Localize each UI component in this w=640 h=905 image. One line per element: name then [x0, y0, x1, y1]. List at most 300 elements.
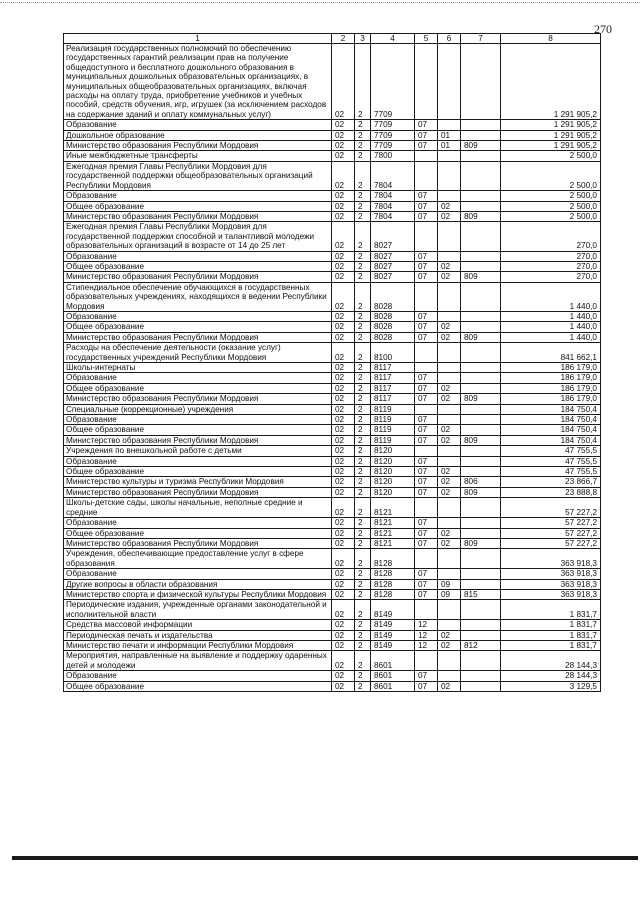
cell-item-name: Министерство образования Республики Мордовия — [64, 394, 332, 404]
table-row — [64, 211, 601, 221]
cell-agency-code: 809 — [461, 394, 501, 404]
cell-amount: 184 750,4 — [501, 404, 601, 414]
cell-section-code — [415, 282, 438, 311]
cell-subsection-code: 02 — [438, 394, 461, 404]
table-row — [64, 446, 601, 456]
cell-subsection-code — [438, 620, 461, 630]
cell-code-sub: 2 — [355, 383, 371, 393]
cell-code-gr: 02 — [332, 151, 355, 161]
table-header-row — [64, 34, 601, 44]
cell-code-gr: 02 — [332, 332, 355, 342]
cell-target-code: 8117 — [371, 383, 415, 393]
cell-target-code: 7709 — [371, 141, 415, 151]
table-row — [64, 332, 601, 342]
cell-target-code: 7709 — [371, 130, 415, 140]
cell-item-name: Другие вопросы в области образования — [64, 579, 332, 589]
cell-amount: 270,0 — [501, 272, 601, 282]
cell-agency-code — [461, 404, 501, 414]
cell-code-gr: 02 — [332, 394, 355, 404]
table-row — [64, 343, 601, 363]
cell-item-name: Министерство образования Республики Мордовия — [64, 272, 332, 282]
cell-item-name: Образование — [64, 311, 332, 321]
cell-code-sub: 2 — [355, 518, 371, 528]
cell-code-sub: 2 — [355, 261, 371, 271]
cell-code-sub: 2 — [355, 579, 371, 589]
cell-code-sub: 2 — [355, 435, 371, 445]
table-row — [64, 477, 601, 487]
cell-agency-code: 809 — [461, 211, 501, 221]
cell-subsection-code — [438, 404, 461, 414]
cell-section-code: 07 — [415, 261, 438, 271]
cell-subsection-code — [438, 518, 461, 528]
cell-item-name: Министерство печати и информации Республики Мордовия — [64, 640, 332, 650]
cell-section-code: 12 — [415, 640, 438, 650]
table-row — [64, 518, 601, 528]
cell-code-sub: 2 — [355, 467, 371, 477]
table-row — [64, 141, 601, 151]
cell-section-code: 07 — [415, 201, 438, 211]
cell-code-sub: 2 — [355, 538, 371, 548]
cell-code-sub: 2 — [355, 272, 371, 282]
cell-target-code: 8028 — [371, 282, 415, 311]
cell-amount: 270,0 — [501, 251, 601, 261]
cell-amount: 2 500,0 — [501, 201, 601, 211]
cell-item-name: Иные межбюджетные трансферты — [64, 151, 332, 161]
cell-section-code: 07 — [415, 518, 438, 528]
cell-section-code: 07 — [415, 538, 438, 548]
cell-agency-code: 809 — [461, 272, 501, 282]
table-row — [64, 363, 601, 373]
cell-agency-code — [461, 251, 501, 261]
cell-item-name: Образование — [64, 456, 332, 466]
cell-amount: 186 179,0 — [501, 373, 601, 383]
cell-code-sub: 2 — [355, 191, 371, 201]
cell-code-sub: 2 — [355, 211, 371, 221]
cell-item-name: Реализация государственных полномочий по обеспечению государственных гарантий реализации прав на получение общедоступного и бесплатного дошкольного образования в муниципальных дошкольных образовательных организациях, в муниципальных общеобразовательных организациях, включая расходы на оплату труда, приобретение учебников и учебных пособий, средств обучения, игр, игрушек (за исключением расходов на содержание зданий и оплату коммунальных услуг) — [64, 44, 332, 120]
cell-section-code: 07 — [415, 332, 438, 342]
cell-amount: 57 227,2 — [501, 518, 601, 528]
cell-code-sub: 2 — [355, 322, 371, 332]
cell-target-code: 8117 — [371, 373, 415, 383]
cell-code-sub: 2 — [355, 589, 371, 599]
cell-agency-code — [461, 343, 501, 363]
cell-section-code: 07 — [415, 477, 438, 487]
table-row — [64, 272, 601, 282]
cell-item-name: Ежегодная премия Главы Республики Мордовия для государственной поддержки общеобразовательных организаций Республики Мордовия — [64, 161, 332, 190]
cell-subsection-code — [438, 343, 461, 363]
cell-section-code: 07 — [415, 435, 438, 445]
cell-subsection-code — [438, 415, 461, 425]
cell-amount: 363 918,3 — [501, 579, 601, 589]
cell-code-gr: 02 — [332, 579, 355, 589]
cell-section-code — [415, 446, 438, 456]
cell-amount: 57 227,2 — [501, 538, 601, 548]
cell-code-sub: 2 — [355, 620, 371, 630]
cell-subsection-code: 02 — [438, 435, 461, 445]
cell-section-code: 07 — [415, 251, 438, 261]
cell-subsection-code — [438, 651, 461, 671]
cell-section-code: 07 — [415, 569, 438, 579]
cell-amount: 184 750,4 — [501, 425, 601, 435]
cell-agency-code — [461, 518, 501, 528]
cell-agency-code — [461, 120, 501, 130]
cell-target-code: 8128 — [371, 589, 415, 599]
cell-item-name: Министерство образования Республики Мордовия — [64, 538, 332, 548]
column-header-1: 1 — [64, 34, 332, 44]
cell-target-code: 7709 — [371, 44, 415, 120]
cell-agency-code — [461, 222, 501, 251]
cell-code-gr: 02 — [332, 681, 355, 691]
table-row — [64, 487, 601, 497]
cell-agency-code — [461, 130, 501, 140]
cell-code-gr: 02 — [332, 549, 355, 569]
cell-agency-code: 809 — [461, 538, 501, 548]
cell-target-code: 8028 — [371, 322, 415, 332]
cell-section-code: 12 — [415, 620, 438, 630]
cell-item-name: Периодическая печать и издательства — [64, 630, 332, 640]
cell-target-code: 8149 — [371, 600, 415, 620]
cell-subsection-code: 02 — [438, 383, 461, 393]
cell-agency-code: 812 — [461, 640, 501, 650]
column-header-5: 5 — [415, 34, 438, 44]
cell-code-sub: 2 — [355, 151, 371, 161]
cell-section-code: 07 — [415, 425, 438, 435]
cell-item-name: Министерство образования Республики Мордовия — [64, 435, 332, 445]
cell-subsection-code — [438, 549, 461, 569]
cell-item-name: Образование — [64, 415, 332, 425]
cell-code-sub: 2 — [355, 222, 371, 251]
cell-code-sub: 2 — [355, 44, 371, 120]
cell-agency-code — [461, 579, 501, 589]
table-row — [64, 201, 601, 211]
cell-agency-code — [461, 322, 501, 332]
cell-agency-code — [461, 282, 501, 311]
cell-target-code: 8100 — [371, 343, 415, 363]
budget-table — [63, 33, 601, 692]
cell-item-name: Общее образование — [64, 201, 332, 211]
cell-code-sub: 2 — [355, 651, 371, 671]
table-row — [64, 435, 601, 445]
table-row — [64, 579, 601, 589]
cell-agency-code: 809 — [461, 141, 501, 151]
cell-code-sub: 2 — [355, 311, 371, 321]
table-row — [64, 373, 601, 383]
cell-agency-code — [461, 681, 501, 691]
cell-section-code — [415, 363, 438, 373]
cell-amount: 3 129,5 — [501, 681, 601, 691]
cell-subsection-code: 02 — [438, 332, 461, 342]
cell-subsection-code: 02 — [438, 538, 461, 548]
cell-target-code: 8121 — [371, 528, 415, 538]
cell-section-code: 07 — [415, 671, 438, 681]
cell-code-gr: 02 — [332, 671, 355, 681]
scan-artifact-line — [0, 2, 640, 9]
table-row — [64, 456, 601, 466]
cell-item-name: Общее образование — [64, 681, 332, 691]
cell-item-name: Образование — [64, 191, 332, 201]
cell-code-gr: 02 — [332, 528, 355, 538]
cell-target-code: 8149 — [371, 630, 415, 640]
cell-target-code: 8601 — [371, 681, 415, 691]
cell-subsection-code: 02 — [438, 211, 461, 221]
cell-target-code: 8027 — [371, 261, 415, 271]
cell-section-code — [415, 549, 438, 569]
table-row — [64, 415, 601, 425]
cell-amount: 47 755,5 — [501, 467, 601, 477]
cell-subsection-code: 01 — [438, 141, 461, 151]
table-row — [64, 322, 601, 332]
cell-item-name: Министерство образования Республики Мордовия — [64, 332, 332, 342]
cell-agency-code — [461, 383, 501, 393]
cell-amount: 184 750,4 — [501, 415, 601, 425]
cell-agency-code — [461, 161, 501, 190]
table-row — [64, 191, 601, 201]
cell-amount: 47 755,5 — [501, 456, 601, 466]
table-row — [64, 425, 601, 435]
cell-code-sub: 2 — [355, 671, 371, 681]
cell-target-code: 7804 — [371, 191, 415, 201]
table-row — [64, 151, 601, 161]
cell-target-code: 8121 — [371, 518, 415, 528]
cell-target-code: 8119 — [371, 425, 415, 435]
cell-section-code: 07 — [415, 467, 438, 477]
cell-subsection-code: 02 — [438, 487, 461, 497]
cell-item-name: Общее образование — [64, 528, 332, 538]
cell-code-sub: 2 — [355, 487, 371, 497]
table-row — [64, 600, 601, 620]
cell-code-gr: 02 — [332, 640, 355, 650]
cell-section-code — [415, 222, 438, 251]
table-row — [64, 589, 601, 599]
cell-target-code: 7804 — [371, 161, 415, 190]
cell-target-code: 7709 — [371, 120, 415, 130]
cell-agency-code: 806 — [461, 477, 501, 487]
cell-amount: 1 440,0 — [501, 332, 601, 342]
cell-code-gr: 02 — [332, 383, 355, 393]
cell-code-sub: 2 — [355, 404, 371, 414]
table-row — [64, 44, 601, 120]
cell-amount: 270,0 — [501, 261, 601, 271]
cell-code-sub: 2 — [355, 640, 371, 650]
cell-amount: 186 179,0 — [501, 383, 601, 393]
cell-agency-code — [461, 600, 501, 620]
cell-section-code: 07 — [415, 191, 438, 201]
cell-subsection-code: 02 — [438, 261, 461, 271]
cell-section-code — [415, 343, 438, 363]
table-row — [64, 311, 601, 321]
cell-item-name: Школы-интернаты — [64, 363, 332, 373]
cell-subsection-code — [438, 44, 461, 120]
cell-target-code: 8128 — [371, 569, 415, 579]
cell-amount: 2 500,0 — [501, 211, 601, 221]
cell-agency-code — [461, 373, 501, 383]
cell-subsection-code — [438, 569, 461, 579]
cell-amount: 363 918,3 — [501, 569, 601, 579]
cell-code-gr: 02 — [332, 569, 355, 579]
page-number: 270 — [594, 22, 612, 36]
cell-item-name: Образование — [64, 120, 332, 130]
table-row — [64, 161, 601, 190]
table-row — [64, 222, 601, 251]
cell-subsection-code — [438, 151, 461, 161]
table-row — [64, 130, 601, 140]
cell-code-sub: 2 — [355, 394, 371, 404]
table-row — [64, 538, 601, 548]
cell-target-code: 8119 — [371, 435, 415, 445]
table-row — [64, 383, 601, 393]
cell-code-gr: 02 — [332, 651, 355, 671]
cell-code-gr: 02 — [332, 538, 355, 548]
cell-target-code: 8119 — [371, 404, 415, 414]
cell-target-code: 8128 — [371, 579, 415, 589]
cell-amount: 1 831,7 — [501, 620, 601, 630]
cell-item-name: Дошкольное образование — [64, 130, 332, 140]
cell-subsection-code: 02 — [438, 477, 461, 487]
cell-item-name: Министерство образования Республики Мордовия — [64, 211, 332, 221]
cell-item-name: Школы-детские сады, школы начальные, неполные средние и средние — [64, 498, 332, 518]
cell-subsection-code: 02 — [438, 528, 461, 538]
cell-amount: 1 831,7 — [501, 600, 601, 620]
cell-section-code: 07 — [415, 322, 438, 332]
cell-item-name: Общее образование — [64, 322, 332, 332]
cell-target-code: 8120 — [371, 487, 415, 497]
cell-amount: 1 291 905,2 — [501, 130, 601, 140]
table-row — [64, 261, 601, 271]
cell-subsection-code: 02 — [438, 630, 461, 640]
column-header-7: 7 — [461, 34, 501, 44]
cell-item-name: Общее образование — [64, 425, 332, 435]
cell-item-name: Общее образование — [64, 467, 332, 477]
table-body — [64, 44, 601, 692]
cell-amount: 47 755,5 — [501, 446, 601, 456]
cell-subsection-code: 02 — [438, 425, 461, 435]
cell-amount: 1 831,7 — [501, 640, 601, 650]
cell-code-gr: 02 — [332, 261, 355, 271]
cell-code-gr: 02 — [332, 191, 355, 201]
cell-section-code: 07 — [415, 589, 438, 599]
cell-target-code: 7804 — [371, 201, 415, 211]
cell-amount: 57 227,2 — [501, 528, 601, 538]
cell-item-name: Образование — [64, 251, 332, 261]
cell-amount: 1 440,0 — [501, 282, 601, 311]
cell-item-name: Средства массовой информации — [64, 620, 332, 630]
cell-section-code: 07 — [415, 681, 438, 691]
cell-agency-code — [461, 151, 501, 161]
cell-code-gr: 02 — [332, 589, 355, 599]
cell-amount: 28 144,3 — [501, 651, 601, 671]
cell-amount: 23 888,8 — [501, 487, 601, 497]
cell-section-code: 07 — [415, 383, 438, 393]
cell-section-code — [415, 498, 438, 518]
cell-section-code: 07 — [415, 373, 438, 383]
cell-code-gr: 02 — [332, 630, 355, 640]
cell-target-code: 8149 — [371, 640, 415, 650]
cell-item-name: Специальные (коррекционные) учреждения — [64, 404, 332, 414]
cell-subsection-code — [438, 120, 461, 130]
cell-item-name: Ежегодная премия Главы Республики Мордовия для государственной поддержки способной и талантливой молодежи образовательных организаций в возрасте от 14 до 25 лет — [64, 222, 332, 251]
cell-code-gr: 02 — [332, 44, 355, 120]
cell-subsection-code: 09 — [438, 589, 461, 599]
cell-target-code: 7800 — [371, 151, 415, 161]
cell-target-code: 8119 — [371, 415, 415, 425]
cell-section-code — [415, 151, 438, 161]
table-row — [64, 651, 601, 671]
cell-subsection-code — [438, 373, 461, 383]
cell-subsection-code — [438, 282, 461, 311]
cell-code-sub: 2 — [355, 446, 371, 456]
cell-amount: 1 291 905,2 — [501, 44, 601, 120]
cell-subsection-code — [438, 456, 461, 466]
cell-section-code: 07 — [415, 211, 438, 221]
cell-target-code: 8120 — [371, 446, 415, 456]
cell-code-gr: 02 — [332, 211, 355, 221]
cell-subsection-code: 02 — [438, 640, 461, 650]
cell-code-sub: 2 — [355, 528, 371, 538]
cell-item-name: Министерство культуры и туризма Республики Мордовия — [64, 477, 332, 487]
table-row — [64, 404, 601, 414]
table-row — [64, 671, 601, 681]
cell-section-code: 07 — [415, 130, 438, 140]
cell-section-code — [415, 600, 438, 620]
table-row — [64, 681, 601, 691]
cell-code-sub: 2 — [355, 282, 371, 311]
cell-amount: 363 918,3 — [501, 549, 601, 569]
cell-amount: 2 500,0 — [501, 191, 601, 201]
cell-code-sub: 2 — [355, 456, 371, 466]
cell-agency-code — [461, 620, 501, 630]
cell-code-sub: 2 — [355, 630, 371, 640]
cell-section-code: 07 — [415, 487, 438, 497]
cell-item-name: Образование — [64, 569, 332, 579]
cell-code-gr: 02 — [332, 282, 355, 311]
cell-code-gr: 02 — [332, 141, 355, 151]
cell-code-sub: 2 — [355, 415, 371, 425]
cell-subsection-code — [438, 363, 461, 373]
cell-code-gr: 02 — [332, 373, 355, 383]
scan-footer-bar — [12, 856, 638, 860]
cell-section-code — [415, 404, 438, 414]
cell-code-gr: 02 — [332, 477, 355, 487]
cell-subsection-code — [438, 161, 461, 190]
column-header-2: 2 — [332, 34, 355, 44]
cell-code-gr: 02 — [332, 322, 355, 332]
cell-target-code: 8028 — [371, 332, 415, 342]
cell-code-sub: 2 — [355, 498, 371, 518]
cell-agency-code — [461, 415, 501, 425]
cell-code-sub: 2 — [355, 477, 371, 487]
cell-code-sub: 2 — [355, 251, 371, 261]
table-row — [64, 569, 601, 579]
cell-item-name: Расходы на обеспечение деятельности (оказание услуг) государственных учреждений Республики Мордовия — [64, 343, 332, 363]
table-row — [64, 630, 601, 640]
cell-code-gr: 02 — [332, 161, 355, 190]
cell-amount: 184 750,4 — [501, 435, 601, 445]
cell-section-code — [415, 161, 438, 190]
cell-item-name: Образование — [64, 373, 332, 383]
cell-subsection-code: 09 — [438, 579, 461, 589]
cell-agency-code — [461, 651, 501, 671]
cell-code-sub: 2 — [355, 343, 371, 363]
cell-agency-code — [461, 191, 501, 201]
cell-code-gr: 02 — [332, 415, 355, 425]
cell-target-code: 8027 — [371, 251, 415, 261]
table-row — [64, 528, 601, 538]
cell-agency-code: 809 — [461, 435, 501, 445]
cell-agency-code — [461, 671, 501, 681]
cell-item-name: Министерство спорта и физической культуры Республики Мордовия — [64, 589, 332, 599]
cell-target-code: 8601 — [371, 671, 415, 681]
table-row — [64, 120, 601, 130]
